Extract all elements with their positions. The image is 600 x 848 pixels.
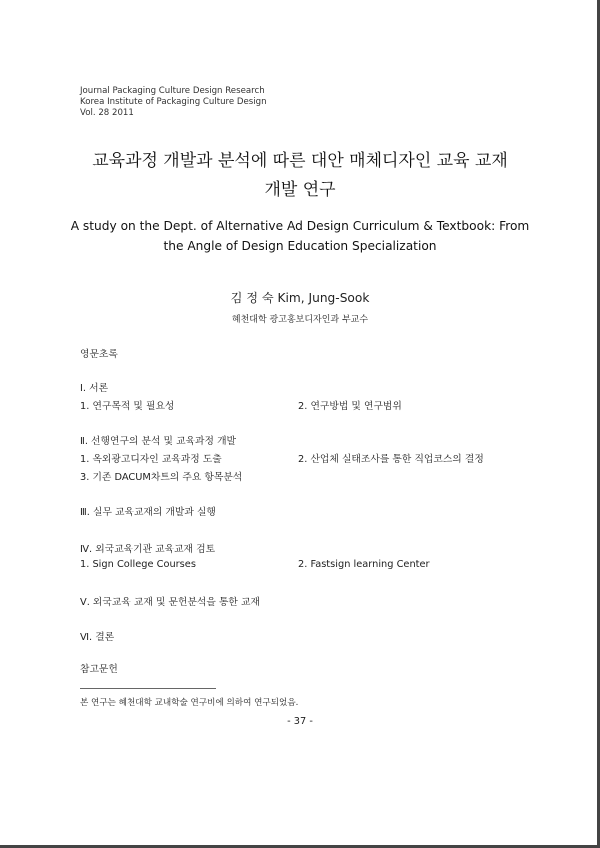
toc-section-1: Ⅰ. 서론 <box>80 383 109 394</box>
journal-publisher: Korea Institute of Packaging Culture Design <box>80 97 267 107</box>
korean-title <box>40 147 560 205</box>
korean-title-line2: 개발 연구 <box>264 180 336 200</box>
author-name: 김 정 숙 Kim, Jung-Sook <box>230 291 370 305</box>
abstract-label: 영문초록 <box>80 349 118 360</box>
toc-section-5: Ⅴ. 외국교육 교재 및 문헌분석을 통한 교재 <box>80 597 260 608</box>
author-affiliation: 혜천대학 광고홍보디자인과 부교수 <box>231 315 369 325</box>
english-title-line2: the Angle of Design Education Specialization <box>163 239 437 253</box>
toc-item-2-3: 3. 기존 DACUM차트의 주요 항목분석 <box>80 472 243 483</box>
footnote-divider <box>80 688 216 689</box>
korean-title-line1: 교육과정 개발과 분석에 따른 대안 매체디자인 교육 교재 <box>92 151 508 171</box>
english-title <box>40 216 560 256</box>
toc-references: 참고문헌 <box>80 664 118 675</box>
journal-header <box>80 86 267 119</box>
toc-item-4-2: 2. Fastsign learning Center <box>298 559 430 570</box>
journal-name: Journal Packaging Culture Design Research <box>80 86 265 96</box>
toc-item-4-1: 1. Sign College Courses <box>80 559 196 570</box>
toc-section-4: Ⅳ. 외국교육기관 교육교재 검토 <box>80 544 216 555</box>
toc-section-2: Ⅱ. 선행연구의 분석 및 교육과정 개발 <box>80 436 236 447</box>
toc-item-1-2: 2. 연구방법 및 연구범위 <box>298 401 402 412</box>
toc-section-6: Ⅵ. 결론 <box>80 632 115 643</box>
toc-item-2-1: 1. 옥외광고디자인 교육과정 도출 <box>80 454 222 465</box>
toc-item-2-2: 2. 산업체 실태조사를 통한 직업코스의 결정 <box>298 454 484 465</box>
toc-section-3: Ⅲ. 실무 교육교재의 개발과 실행 <box>80 507 216 518</box>
journal-volume: Vol. 28 2011 <box>80 108 134 118</box>
footnote: 본 연구는 혜천대학 교내학술 연구비에 의하여 연구되었음. <box>80 698 299 708</box>
english-title-line1: A study on the Dept. of Alternative Ad Design Curriculum & Textbook: From <box>70 219 530 233</box>
toc-item-1-1: 1. 연구목적 및 필요성 <box>80 401 175 412</box>
page-number: - 37 - <box>287 716 313 727</box>
